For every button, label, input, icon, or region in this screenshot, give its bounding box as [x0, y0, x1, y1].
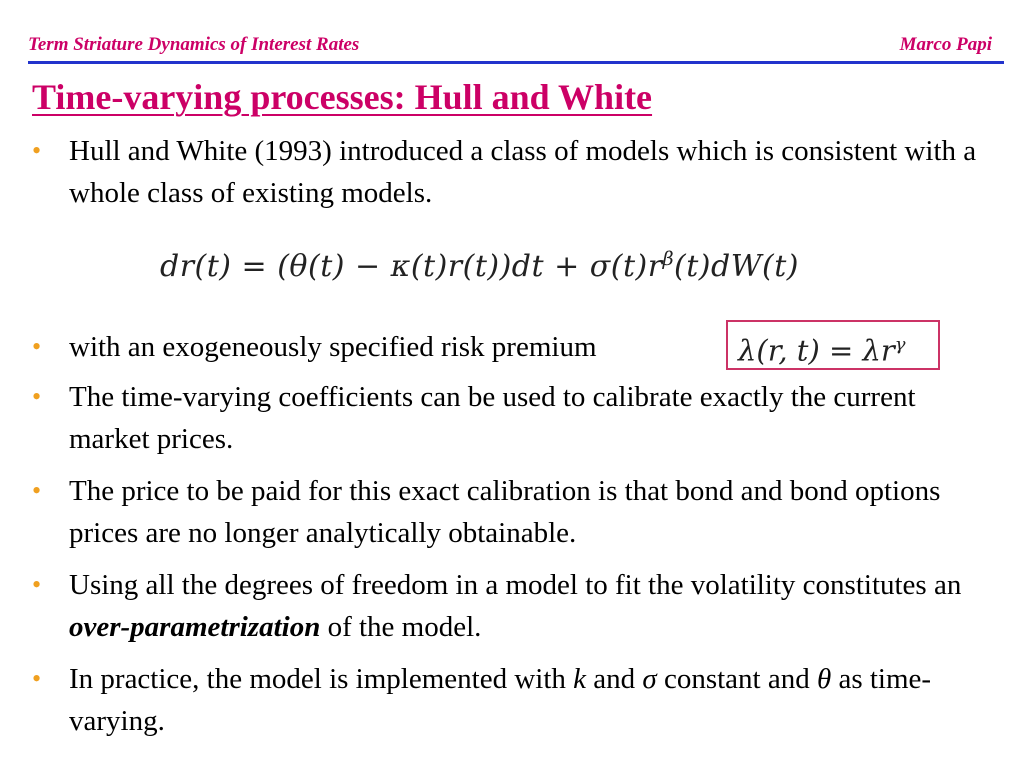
symbol-k: k [573, 663, 587, 695]
header-author: Marco Papi [899, 34, 992, 55]
slide-title: Time-varying processes: Hull and White [32, 77, 653, 117]
bullet-dot-icon: • [32, 664, 42, 693]
header-bar [28, 34, 1000, 60]
bullet-text [69, 564, 989, 648]
bullet-dot-icon: • [32, 136, 42, 165]
bullet-dot-icon: • [32, 382, 42, 411]
bullet-text: The price to be paid for this exact calibration is that bond and bond options prices are no longer analytically obtainable. [69, 475, 941, 549]
bullet-text-part: Using all the degrees of freedom in a model to fit the volatility constitutes an [69, 569, 962, 601]
bullet-text: with an exogeneously specified risk premium [69, 331, 597, 363]
equation-part: (t)dW(t) [674, 249, 800, 284]
bullet-text-part: In practice, the model is implemented with [69, 663, 574, 695]
hull-white-equation [160, 248, 799, 284]
bullet-text-part: and [586, 663, 643, 695]
symbol-sigma: σ [642, 663, 657, 695]
header-course-title: Term Striature Dynamics of Interest Rates [28, 34, 360, 55]
bullet-text: The time-varying coefficients can be used to calibrate exactly the current market prices. [69, 381, 916, 455]
equation-exponent: β [662, 248, 675, 270]
emphasized-term: over-parametrization [69, 611, 321, 643]
premium-formula: λ(r, t) = λr [738, 333, 895, 368]
bullet-text [69, 658, 989, 742]
symbol-theta: θ [816, 663, 832, 695]
bullet-text: Hull and White (1993) introduced a class of models which is consistent with a whole class of existing models. [69, 135, 977, 209]
bullet-text-part: constant and [656, 663, 817, 695]
bullet-text-part: of the model. [320, 611, 482, 643]
bullet-dot-icon: • [32, 476, 42, 505]
header-divider [28, 61, 1004, 64]
equation-part: dr(t) = (θ(t) − κ(t)r(t))dt + σ(t)r [160, 249, 663, 284]
premium-exponent: γ [894, 334, 906, 355]
bullet-dot-icon: • [32, 570, 42, 599]
bullet-text-part: as time-varying. [69, 663, 932, 737]
risk-premium-formula-box [726, 320, 940, 370]
bullet-dot-icon: • [32, 332, 42, 361]
